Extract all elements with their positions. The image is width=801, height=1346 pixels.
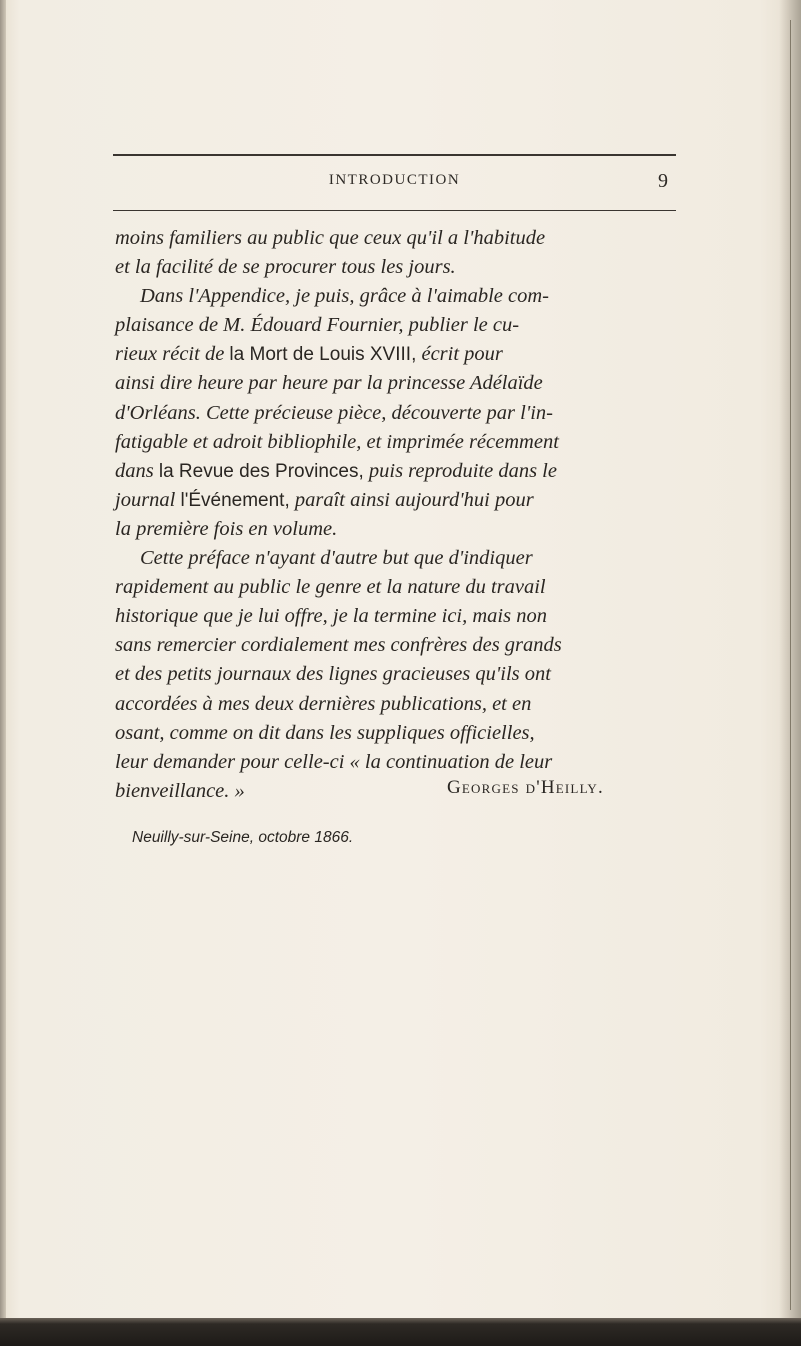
text-line [115, 340, 675, 369]
title-revue-des-provinces: la Revue des Provinces, [158, 460, 364, 482]
page-left-edge [0, 0, 6, 1346]
text-line [115, 486, 675, 515]
text-fragment: écrit pour [416, 343, 503, 366]
page-number: 9 [658, 170, 668, 192]
header-rule-top [113, 154, 676, 156]
text-fragment: rieux récit de [115, 343, 230, 366]
title-evenement: l'Événement, [180, 489, 290, 511]
text-fragment: puis reproduite dans le [363, 459, 557, 482]
author-signature: Georges d'Heilly. [447, 777, 604, 798]
text-line: et la facilité de se procurer tous les jours. [115, 256, 456, 279]
text-line: fatigable et adroit bibliophile, et imprimée récemment [115, 430, 559, 453]
text-line: la première fois en volume. [115, 517, 338, 540]
text-line: et des petits journaux des lignes gracieuses qu'ils ont [115, 663, 551, 686]
running-head [113, 172, 676, 196]
running-title: INTRODUCTION [328, 172, 461, 188]
text-line: bienveillance. » [115, 779, 245, 802]
text-fragment: paraît ainsi aujourd'hui pour [289, 488, 534, 511]
text-line: Cette préface n'ayant d'autre but que d'indiquer [140, 547, 533, 570]
body-text [115, 224, 675, 806]
dateline: Neuilly-sur-Seine, octobre 1866. [132, 829, 354, 846]
text-line: d'Orléans. Cette précieuse pièce, découverte par l'in- [115, 401, 553, 424]
page-bottom-shadow [0, 1318, 801, 1346]
title-mort-de-louis-xviii: la Mort de Louis XVIII, [229, 344, 417, 366]
text-line: Dans l'Appendice, je puis, grâce à l'aimable com- [140, 285, 549, 308]
text-fragment: journal [115, 488, 181, 511]
text-line [115, 457, 675, 486]
text-line: sans remercier cordialement mes confrères des grands [115, 634, 562, 657]
text-line: historique que je lui offre, je la termine ici, mais non [115, 605, 547, 628]
text-line: leur demander pour celle-ci « la continuation de leur [115, 750, 553, 773]
text-line: plaisance de M. Édouard Fournier, publier le cu- [115, 314, 520, 337]
page-right-edge-shadow [779, 0, 801, 1346]
text-line: moins familiers au public que ceux qu'il a l'habitude [115, 227, 546, 249]
text-line: osant, comme on dit dans les suppliques officielles, [115, 721, 535, 744]
text-line: accordées à mes deux dernières publications, et en [115, 692, 532, 715]
text-line: rapidement au public le genre et la nature du travail [115, 576, 546, 599]
text-line: ainsi dire heure par heure par la princesse Adélaïde [115, 372, 543, 395]
header-rule-bottom [113, 210, 676, 211]
text-fragment: dans [115, 459, 159, 482]
